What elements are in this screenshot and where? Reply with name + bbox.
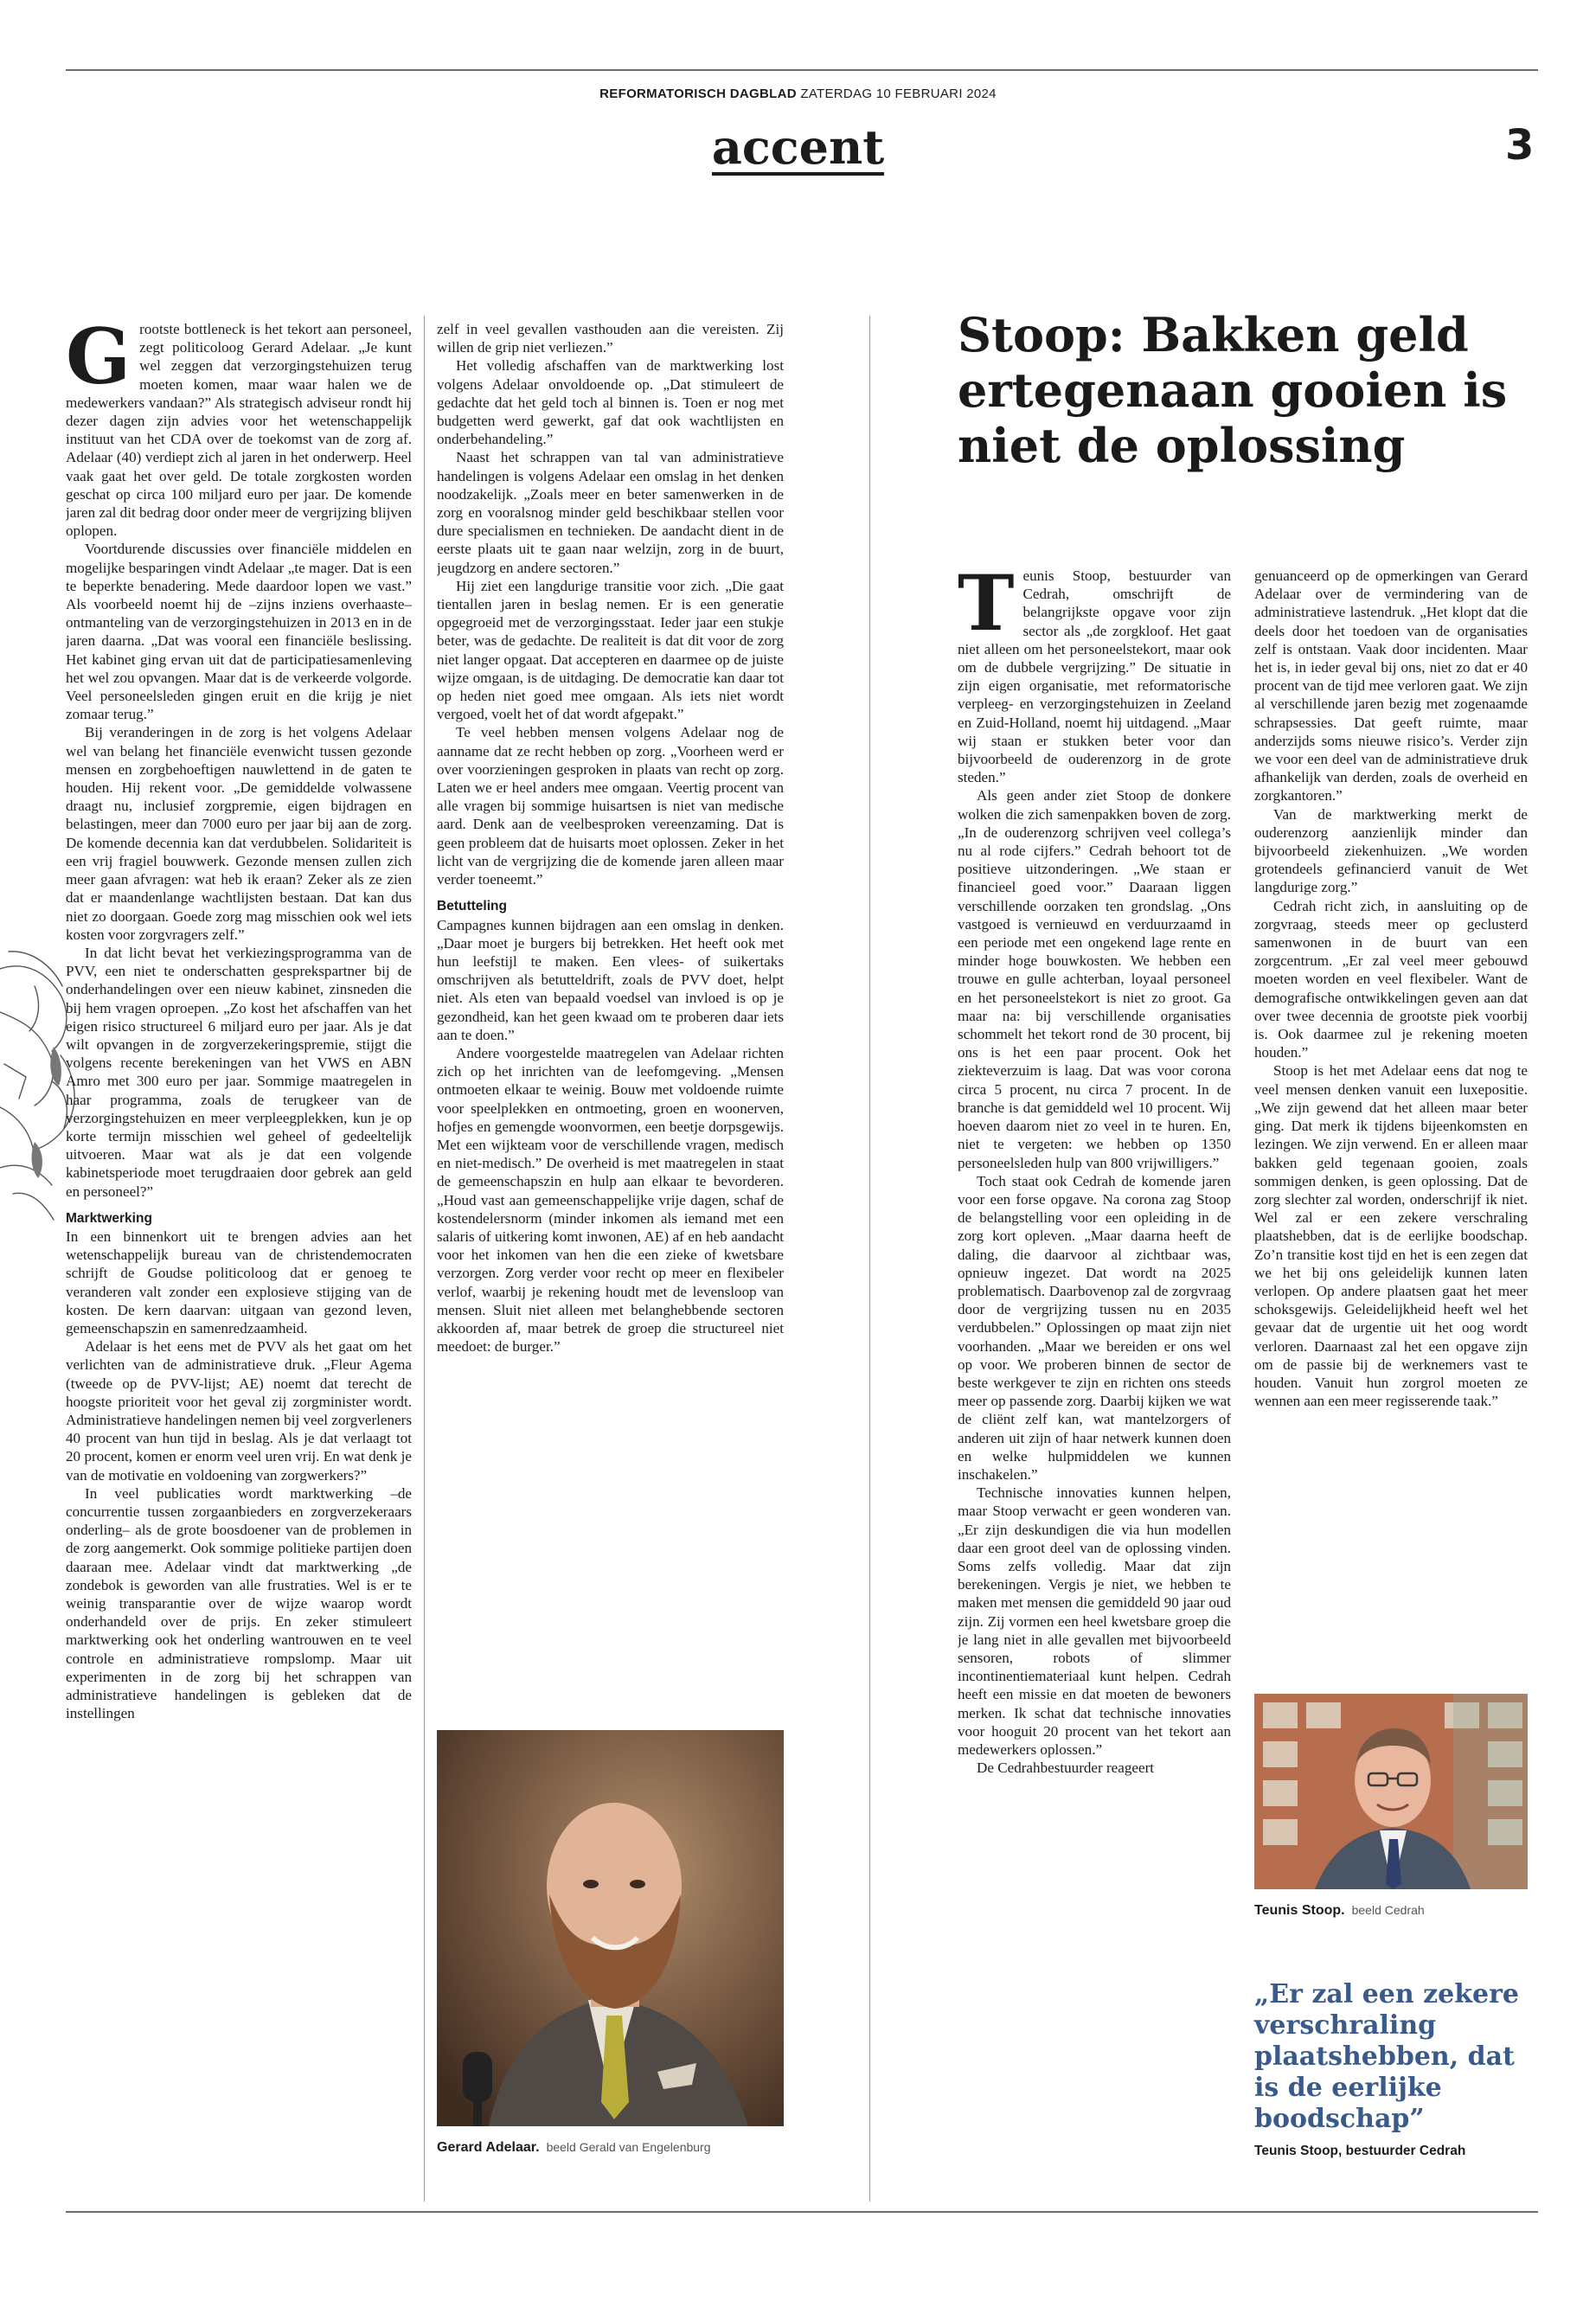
paragraph: Het volledig afschaffen van de marktwerking lost volgens Adelaar onvoldoende op. „Dat stimuleert de gedachte dat het geld toch al binnen is. Toen er nog met budgetten werd gewerkt, gaf dat ook wachtlijsten en onderbehandeling.” xyxy=(437,357,784,448)
section-title xyxy=(0,119,1596,176)
paragraph: Toch staat ook Cedrah de komende jaren voor een forse opgave. Na corona zag Stoop de belangstelling voor een opleiding in de zorg kort opleven. „Maar daarna heeft de daling, die daarvoor al zichtbaar was, opnieuw ingezet. Dat wordt na 2025 problematisch. Daarbovenop zal de zorgvraag door de vergrijzing tussen nu en 2035 verdubbelen.” Oplossingen op maat zijn niet voorhanden. „Maar we bereiden er ons wel op voor. We proberen binnen de sector de beste werkgever te zijn en richten ons steeds meer op passende zorg. Daarbij kijken we wat de cliënt zelf kan, wat mantelzorgers of anderen uit zijn of haar netwerk kunnen doen en welke hulpmiddelen we kunnen inschakelen.” xyxy=(958,1172,1231,1483)
page-number: 3 xyxy=(1505,121,1535,170)
caption-stoop xyxy=(1254,1903,1425,1919)
paragraph: Voortdurende discussies over financiële middelen en mogelijke besparingen vindt Adelaar „te mager. Dat is een te beperkte benadering. Mede daardoor lopen we vast.” Als voorbeeld noemt hij de –zijns inziens overhaaste– ontmanteling van de verzorgingstehuizen in 2013 en in de jaren daarna. „Dat was vooral een financiële beslissing. Het kabinet ging ervan uit dat de participatiesamenleving het wel zou opvangen. Maar dat is de verkeerde volgorde. Veel personeelsleden gingen eruit en die krijg je niet zomaar terug.” xyxy=(66,541,412,723)
paragraph: Andere voorgestelde maatregelen van Adelaar richten zich op het inrichten van de leefomgeving. „Mensen ontmoeten elkaar te weinig. Bouw met voldoende ruimte voor speelplekken en ontmoeting, groen en woonerven, hofjes en gemengde woonvormen, een beetje dorpsgewijs. Met een wijkteam voor de verschillende vragen, medisch en niet-medisch.” De overheid is met maatregelen in staat de gemeenschapszin en hulp aan elkaar te bevorderen. „Houd vast aan gemeenschappelijke vrije dagen, schaf de kostendelersnorm (minder inkomen als iemand met een salaris of uitkering komt inwonen, AE) af en heb aandacht voor het inkomen van hen die een zieke of kwetsbare verzorgen. Zorg verder voor recht op meer en flexibeler verlof, waarbij je rekening houdt met de levensloop van mensen. Sluit niet alleen met belanghebbende sectoren akkoorden af, maar betrek de groep die structureel niet meedoet: de burger.” xyxy=(437,1044,784,1356)
paragraph: zelf in veel gevallen vasthouden aan die vereisten. Zij willen de grip niet verliezen.” xyxy=(437,321,784,356)
pull-quote-attribution: Teunis Stoop, bestuurder Cedrah xyxy=(1254,2144,1466,2158)
caption-name: Gerard Adelaar. xyxy=(437,2140,540,2155)
caption-credit: beeld Gerald van Engelenburg xyxy=(546,2140,711,2154)
section-label: accent xyxy=(711,119,885,175)
article-column-3 xyxy=(958,567,1231,2210)
pull-quote: „Er zal een zekere verschraling plaatshebben, dat is de eerlijke boodschap” xyxy=(1254,1979,1520,2134)
paragraph: Stoop is het met Adelaar eens dat nog te veel mensen denken vanuit een luxepositie. „We zijn gewend dat het alleen maar beter ging. Dat merk ik tijdens bijeenkomsten en lezingen. We zijn verwend. En er alleen maar bakken geld tegenaan gooien, zoals sommigen denken, is geen oplossing. Dat de zorg slechter zal worden, onderschrijf ik niet. Wel zal er een zekere verschraling plaatshebben, dat is de eerlijke boodschap. Zo’n transitie kost tijd en het is een zegen dat we het bij ons geleidelijk kunnen laten verlopen. Op andere plaatsen gaat het meer schoksgewijs. Geleidelijkheid heeft wel het gevaar dat de urgentie uit het oog wordt verloren. Daarnaast zal het een opgave zijn om de passie bij de werknemers vast te houden. Vanuit hun zorgrol moeten ze wennen aan een meer regisserende taak.” xyxy=(1254,1062,1528,1410)
caption-adelaar xyxy=(437,2140,711,2156)
photo-teunis-stoop xyxy=(1254,1694,1528,1889)
paragraph: Cedrah richt zich, in aansluiting op de zorgvraag, steeds meer op geclusterd samenwonen in de buurt van een zorgcentrum. „Er zal veel meer gebouwd moeten worden en veel flexibeler. Want de demografische ontwikkelingen geven aan dat over twee decennia de grootste piek voorbij is. Ook daarmee zul je rekening moeten houden.” xyxy=(1254,897,1528,1061)
publication-name: REFORMATORISCH DAGBLAD xyxy=(599,87,797,101)
caption-credit: beeld Cedrah xyxy=(1351,1903,1425,1917)
photo-gerard-adelaar xyxy=(437,1730,784,2126)
paragraph: In een binnenkort uit te brengen advies aan het wetenschappelijk bureau van de christendemocraten schrijft de Goudse politicoloog dat er genoeg te veranderen valt zonder een explosieve stijging van de kosten. De kern daarvan: uitgaan van gezond leven, gemeenschapszin en samenredzaamheid. xyxy=(66,1227,412,1336)
publication-date: ZATERDAG 10 FEBRUARI 2024 xyxy=(800,87,997,101)
article-headline: Stoop: Bakken geld ertegenaan gooien is niet de oplossing xyxy=(958,307,1508,473)
portrait-illustration xyxy=(1254,1694,1528,1889)
subhead-betutteling: Betutteling xyxy=(437,899,507,914)
paragraph: Adelaar is het eens met de PVV als het gaat om het verlichten van de administratieve druk. „Fleur Agema (tweede op de PVV-lijst; AE) noemt dat terecht de hoogste prioriteit voor het geval zij zorgminister wordt. Administratieve handelingen nemen bij veel zorgverleners 40 procent van hun tijd in beslag. Als je dat verlaagt tot 20 procent, komen er enorm veel uren vrij. En wat denk je van de motivatie en voldoening van zorgwerkers?” xyxy=(66,1338,412,1484)
paragraph: genuanceerd op de opmerkingen van Gerard Adelaar over de vermindering van de administratieve lastendruk. „Het klopt dat die deels door het toedoen van de organisaties zelf is ontstaan. Vaak door incidenten. Maar het is, in ieder geval bij ons, niet zo dat er 40 procent van de tijd mee verloren gaat. We zijn al verschillende jaren bezig met zogenaamde schrapsessies. Dat geeft ruimte, maar anderzijds soms nieuwe risico’s. Verder zijn we voor een deel van de administratieve druk afhankelijk van derden, zoals de overheid en zorgkantoren.” xyxy=(1254,567,1528,804)
portrait-illustration xyxy=(437,1730,784,2126)
column-divider xyxy=(869,316,870,2202)
paragraph: eunis Stoop, bestuurder van Cedrah, omschrijft de belangrijkste opgave voor zijn sector als „de zorgkloof. Het gaat niet alleen om het personeelstekort, maar ook om de dubbele vergrijzing.” De situatie in zijn eigen organisatie, met reformatorische verpleeg- en verzorgingstehuizen in Zeeland en Zuid-Holland, noemt hij uitdagend. „Maar wij staan er stukken beter voor dan bijvoorbeeld de ouderenzorg in de grote steden.” xyxy=(958,567,1231,786)
paragraph: In dat licht bevat het verkiezingsprogramma van de PVV, een niet te onderschatten gesprekspartner bij de onderhandelingen over een nieuw kabinet, zinsneden die bij hem vragen oproepen. „Zo kost het afschaffen van het eigen risico structureel 6 miljard euro per jaar. Als je dat wilt opvangen in de zorgverzekeringspremie, stijgt die volgens recente berekeningen van het VWS en ABN Amro met 300 euro per jaar. Sommige maatregelen in haar programma, zoals de terugkeer van de verzorgingstehuizen en meer verpleegplekken, kun je op korte termijn misschien wel geheel of gedeeltelijk uitvoeren. Maar wat als je dat een volgende kabinetsperiode moet terugdraaien door gebrek aan geld en personeel?” xyxy=(66,944,412,1200)
paragraph: In veel publicaties wordt marktwerking –de concurrentie tussen zorgaanbieders en zorgverzekeraars onderling– als de grote boosdoener van de problemen in de zorg aangemerkt. Ook sommige politieke partijen doen daaraan mee. Adelaar vindt dat marktwerking „de zondebok is geworden van alle frustraties. Wel is er te weinig transparantie over de wijze waarop wordt onderhandeld over de prijs. En zeker stimuleert marktwerking ook het onderling wantrouwen en te veel controle en administratieve rompslomp. Maar uit experimenten in de zorg bij het schrappen van administratieve handelingen is gebleken dat de instellingen xyxy=(66,1484,412,1722)
paragraph: Bij veranderingen in de zorg is het volgens Adelaar wel van belang het financiële evenwicht tussen gezonde mensen en zorgbehoeftigen nauwlettend in de gaten te houden. Hij rekent voor. „De gemiddelde volwassene draagt nu, inclusief zorgpremie, eigen bijdragen en belastingen, meer dan 7000 euro per jaar bij aan de zorg. De komende decennia kan dat verdubbelen. Solidariteit is een vrij fragiel bouwwerk. Gezonde mensen zullen zich meer gaan afvragen: wat heb ik eraan? Zeker als ze zien dat er maandenlange wachtlijsten bestaan. Dat kan dus niet zo doorgaan. Goede zorg mag misschien ook wel iets kosten voor zorgvragers zelf.” xyxy=(66,724,412,943)
paragraph: Campagnes kunnen bijdragen aan een omslag in denken. „Daar moet je burgers bij betrekken. Het heeft ook met hun leefstijl te maken. Een vlees- of suikertaks omschrijven als betutteldrift, zoals de PVV doet, helpt niet. Als eten van bepaald voedsel van invloed is op je gezondheid, kan het geen kwaad om te proberen daar iets aan te doen.” xyxy=(437,916,784,1043)
paragraph: Van de marktwerking merkt de ouderenzorg aanzienlijk minder dan bijvoorbeeld ziekenhuizen. „We worden grotendeels gefinancierd vanuit de Wet langdurige zorg.” xyxy=(1254,805,1528,896)
article-column-4 xyxy=(1254,567,1528,1680)
subhead-marktwerking: Marktwerking xyxy=(66,1210,152,1226)
paragraph: Naast het schrappen van tal van administratieve handelingen is volgens Adelaar een omslag in het denken noodzakelijk. „Zoals meer en beter samenwerken in de zorg en vooralsnog minder geld beschikbaar stellen voor dure specialismen en technieken. De aandacht dient in de eerste plaats uit te gaan naar welzijn, zorg in de buurt, jeugdzorg en andere sectoren.” xyxy=(437,449,784,576)
drop-cap: G xyxy=(66,320,131,401)
top-rule xyxy=(66,69,1538,71)
article-column-2 xyxy=(437,320,784,1711)
article-column-1 xyxy=(66,320,412,2109)
caption-name: Teunis Stoop. xyxy=(1254,1903,1345,1918)
masthead xyxy=(0,87,1596,101)
column-divider xyxy=(424,316,425,2202)
paragraph: rootste bottleneck is het tekort aan personeel, zegt politicoloog Gerard Adelaar. „Je kunt wel zeggen dat verzorgingstehuizen terug moeten komen, maar waar halen we de medewerkers vandaan?” Als strategisch adviseur rondt hij dezer dagen zijn advies voor het wetenschappelijk instituut van het CDA over de toekomst van de zorg af. Adelaar (40) verdiept zich al jaren in het onderwerp. Heel vaak gaat het over geld. De totale zorgkosten worden geschat op circa 100 miljard euro per jaar. De komende jaren zal dit bedrag door onder meer de vergrijzing blijven oplopen. xyxy=(66,321,412,540)
drop-cap: T xyxy=(958,567,1015,648)
paragraph: De Cedrahbestuurder reageert xyxy=(977,1759,1155,1777)
paragraph: Als geen ander ziet Stoop de donkere wolken die zich samenpakken boven de zorg. „In de ouderenzorg schrijven veel collega’s nu al rode cijfers.” Cedrah behoort tot de positieve uitzonderingen. „We staan er financieel goed voor.” Daaraan liggen verschillende oorzaken ten grondslag. „Ons vastgoed is vernieuwd en verduurzaamd in een periode met een ongekend lage rente en minder hoge bouwkosten. We hebben een trouwe en gulle achterban, loyaal personeel en het personeelstekort is niet zo groot. Ga maar na: bij verschillende organisaties schommelt het tekort rond de 30 procent, bij ons is het een paar procent. Ook het ziekteverzuim is laag. Dat was voor corona circa 5 procent, nu circa 7 procent. In de branche is dat gemiddeld wel 10 procent. Wij hoeven daarom niet zo veel in te huren. En, niet te vergeten: we hebben op 1350 personeelsleden hulp van 800 vrijwilligers.” xyxy=(958,787,1231,1171)
bottom-rule xyxy=(66,2211,1538,2213)
paragraph: Hij ziet een langdurige transitie voor zich. „Die gaat tientallen jaren in beslag nemen. Er is een generatie opgegroeid met de verzorgingsstaat. Ieder jaar een stukje beter, was de gedachte. De realiteit is dat dit voor de zorg niet langer opgaat. Dat accepteren en daarmee op de juiste wijze omgaan, is de uitdaging. De democratie kan daar tot op heden niet goed mee omgaan. Als iets niet wordt vergoed, voelt het of dat wordt afgepakt.” xyxy=(437,577,784,723)
paragraph: Technische innovaties kunnen helpen, maar Stoop verwacht er geen wonderen van. „Er zijn deskundigen die via hun modellen daar een groot deel van de oplossing vinden. Soms zelfs volledig. Maar dat zijn berekeningen. Vergis je niet, we hebben te maken met mensen die gemiddeld 90 jaar oud zijn. Zij vormen een heel kwetsbare groep die je lang niet in alle gevallen met bijvoorbeeld sensoren, robots of slimmer incontinentiemateriaal kunt helpen. Cedrah heeft een missie en dat moeten de bewoners merken. Ik schat dat technische innovaties voor hooguit 20 procent van het tekort aan medewerkers oplossen.” xyxy=(958,1484,1231,1758)
paragraph: Te veel hebben mensen volgens Adelaar nog de aanname dat ze recht hebben op zorg. „Voorheen werd er over voorzieningen gesproken in plaats van recht op zorg. Laten we er heel anders mee omgaan. Veertig procent van alle vragen bij sommige huisartsen is niet van medische aard. Denk aan de veelbesproken vereenzaming. Dat is geen probleem dat de huisarts moet oplossen. Zeker in het licht van de vergrijzing die de komende jaren alleen maar verder toeneemt.” xyxy=(437,724,784,888)
